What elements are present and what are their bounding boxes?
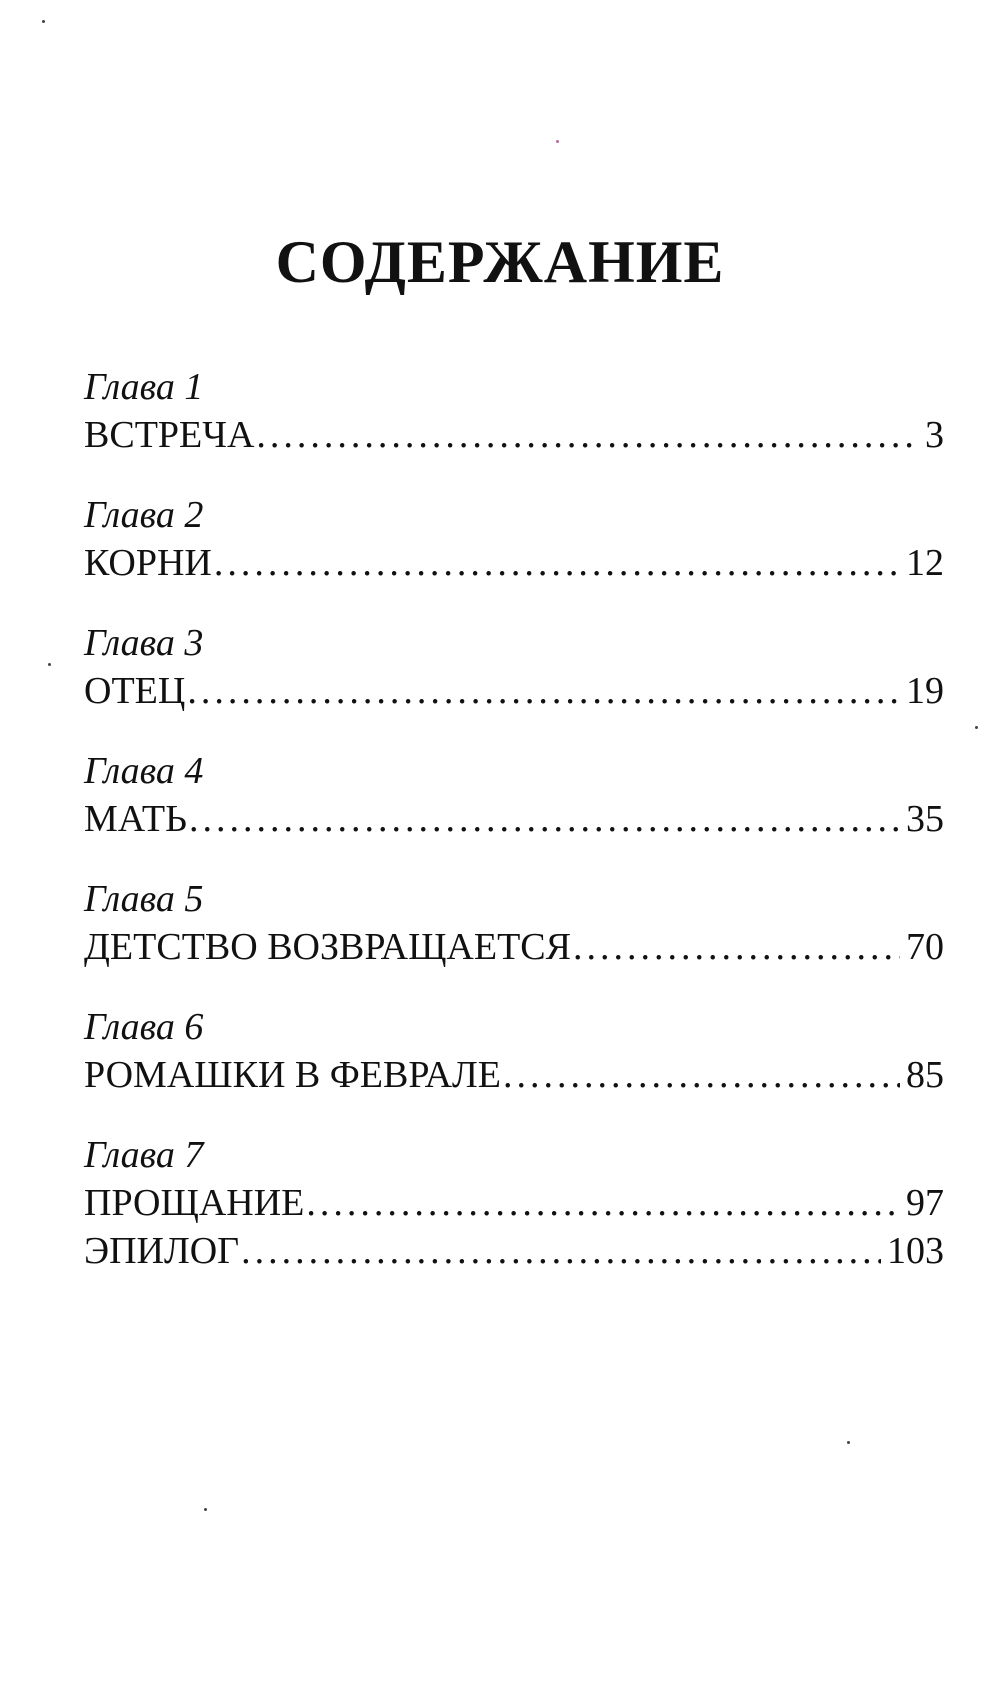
dot-leader xyxy=(503,1050,900,1100)
chapter-label: Глава 2 xyxy=(84,494,204,536)
toc-entry-4 xyxy=(84,748,944,844)
dot-leader xyxy=(573,922,900,972)
chapter-title: ЭПИЛОГ xyxy=(84,1230,240,1272)
toc-line[interactable] xyxy=(84,794,944,844)
page-number: 35 xyxy=(906,798,944,840)
dot-leader xyxy=(241,1226,881,1276)
page-number: 103 xyxy=(887,1230,944,1272)
scan-speck xyxy=(847,1441,850,1444)
toc-entry-1 xyxy=(84,364,944,460)
chapter-title: РОМАШКИ В ФЕВРАЛЕ xyxy=(84,1054,502,1096)
scan-speck xyxy=(975,726,978,729)
toc-line[interactable] xyxy=(84,410,944,460)
toc-line[interactable] xyxy=(84,666,944,716)
chapter-label: Глава 6 xyxy=(84,1006,204,1048)
toc-line[interactable] xyxy=(84,1050,944,1100)
scan-speck xyxy=(42,20,45,23)
chapter-title: ДЕТСТВО ВОЗВРАЩАЕТСЯ xyxy=(84,926,571,968)
dot-leader xyxy=(306,1178,900,1228)
toc-entry-5 xyxy=(84,876,944,972)
chapter-label: Глава 7 xyxy=(84,1134,204,1176)
chapter-title: КОРНИ xyxy=(84,542,212,584)
dot-leader xyxy=(187,666,900,716)
chapter-title: ПРОЩАНИЕ xyxy=(84,1182,305,1224)
toc-entry-6 xyxy=(84,1004,944,1100)
chapter-label: Глава 3 xyxy=(84,622,204,664)
toc-line[interactable] xyxy=(84,922,944,972)
toc-entry-3 xyxy=(84,620,944,716)
scan-speck xyxy=(556,140,559,143)
page-number: 19 xyxy=(906,670,944,712)
chapter-label: Глава 1 xyxy=(84,366,204,408)
toc-entry-7 xyxy=(84,1132,944,1228)
page-title: СОДЕРЖАНИЕ xyxy=(275,229,725,295)
toc-line[interactable] xyxy=(84,1226,944,1276)
toc-entry-epilogue xyxy=(84,1226,944,1276)
chapter-label: Глава 4 xyxy=(84,750,204,792)
toc-line[interactable] xyxy=(84,538,944,588)
chapter-title: МАТЬ xyxy=(84,798,187,840)
page-number: 12 xyxy=(906,542,944,584)
toc-entry-2 xyxy=(84,492,944,588)
toc-line[interactable] xyxy=(84,1178,944,1228)
page-number: 70 xyxy=(906,926,944,968)
dot-leader xyxy=(214,538,900,588)
chapter-title: ОТЕЦ xyxy=(84,670,186,712)
chapter-title: ВСТРЕЧА xyxy=(84,414,255,456)
chapter-label: Глава 5 xyxy=(84,878,204,920)
dot-leader xyxy=(256,410,919,460)
page-number: 85 xyxy=(906,1054,944,1096)
page-number: 3 xyxy=(925,414,944,456)
page-number: 97 xyxy=(906,1182,944,1224)
scan-speck xyxy=(48,663,51,666)
dot-leader xyxy=(189,794,900,844)
scan-speck xyxy=(204,1508,207,1511)
